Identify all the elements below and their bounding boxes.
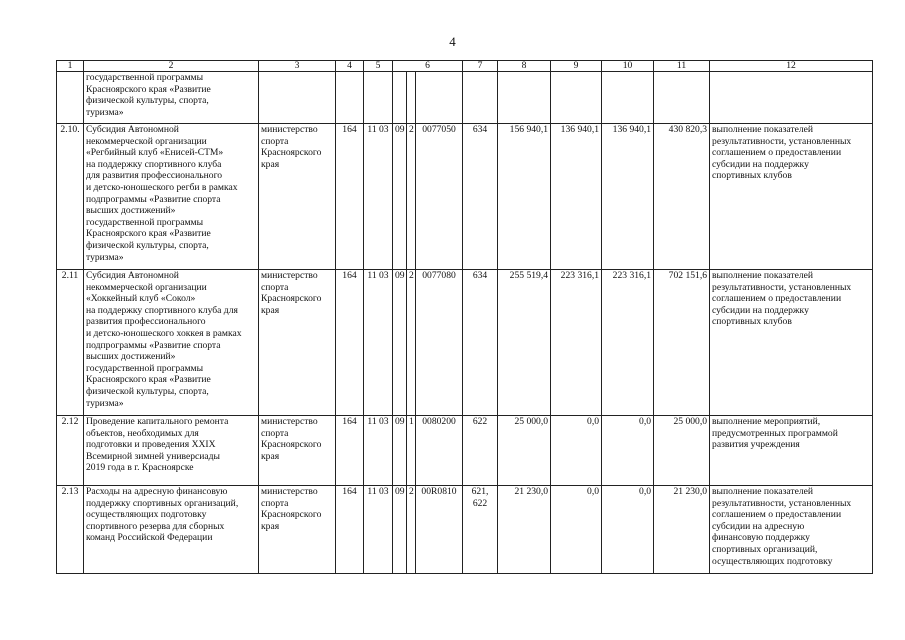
expected-result-cell: выполнение показателей результативности, установленных соглашением о предоставлении субсидии на поддержку спортивных клубов (710, 270, 873, 416)
amount-year3-cell (602, 72, 654, 124)
section-code-cell: 11 03 (364, 124, 393, 270)
item-name-cell: Расходы на адресную финансовую поддержку спортивных организаций, осуществляющих подготовку спортивного резерва для сборных команд Российской Федерации (84, 486, 259, 574)
section-code-cell: 11 03 (364, 270, 393, 416)
header-cell-9: 9 (551, 61, 602, 72)
table-row (57, 124, 873, 270)
amount-total-cell: 430 820,3 (654, 124, 710, 270)
amount-total-cell (654, 72, 710, 124)
item-name-cell: Субсидия Автономной некоммерческой организации «Хоккейный клуб «Сокол» на поддержку спортивного клуба для развития профессионального и детско-юношеского хоккея в рамках подпрограммы «Развитие спорта высших достижений» государственной программы Красноярского края «Развитие физической культуры, спорта, туризма» (84, 270, 259, 416)
expense-type-cell: 634 (463, 270, 498, 416)
amount-year1-cell (498, 72, 551, 124)
subprogram-code-cell: 1 (407, 416, 416, 486)
budget-table (56, 60, 873, 574)
agency-cell (259, 72, 336, 124)
subprogram-code-cell: 2 (407, 486, 416, 574)
program-code-cell (393, 72, 407, 124)
header-cell-5: 5 (364, 61, 393, 72)
expected-result-cell: выполнение показателей результативности, установленных соглашением о предоставлении субсидии на адресную финансовую поддержку спортивных организаций, осуществляющих подготовку (710, 486, 873, 574)
agency-cell: министерство спорта Красноярского края (259, 416, 336, 486)
amount-year2-cell: 136 940,1 (551, 124, 602, 270)
subprogram-code-cell (407, 72, 416, 124)
item-name-cell: Проведение капитального ремонта объектов, необходимых для подготовки и проведения XXIX Всемирной зимней универсиады 2019 года в г. Красноярске (84, 416, 259, 486)
row-number-cell (57, 72, 84, 124)
subprogram-code-cell: 2 (407, 124, 416, 270)
department-code-cell: 164 (336, 486, 364, 574)
agency-cell: министерство спорта Красноярского края (259, 486, 336, 574)
target-code-cell: 00R0810 (416, 486, 463, 574)
department-code-cell: 164 (336, 124, 364, 270)
section-code-cell: 11 03 (364, 486, 393, 574)
header-row (57, 61, 873, 72)
header-cell-8: 8 (498, 61, 551, 72)
target-code-cell: 0077080 (416, 270, 463, 416)
row-number-cell: 2.11 (57, 270, 84, 416)
header-cell-2: 2 (84, 61, 259, 72)
amount-year3-cell: 223 316,1 (602, 270, 654, 416)
amount-year2-cell: 0,0 (551, 416, 602, 486)
amount-year1-cell: 255 519,4 (498, 270, 551, 416)
header-cell-4: 4 (336, 61, 364, 72)
header-cell-12: 12 (710, 61, 873, 72)
table-row (57, 416, 873, 486)
amount-total-cell: 25 000,0 (654, 416, 710, 486)
amount-year2-cell (551, 72, 602, 124)
department-code-cell (336, 72, 364, 124)
amount-year3-cell: 136 940,1 (602, 124, 654, 270)
header-cell-11: 11 (654, 61, 710, 72)
expected-result-cell: выполнение показателей результативности, установленных соглашением о предоставлении субсидии на поддержку спортивных клубов (710, 124, 873, 270)
subprogram-code-cell: 2 (407, 270, 416, 416)
header-cell-3: 3 (259, 61, 336, 72)
amount-year1-cell: 21 230,0 (498, 486, 551, 574)
table-row (57, 270, 873, 416)
target-code-cell (416, 72, 463, 124)
amount-total-cell: 702 151,6 (654, 270, 710, 416)
amount-year2-cell: 223 316,1 (551, 270, 602, 416)
program-code-cell: 09 (393, 270, 407, 416)
expected-result-cell (710, 72, 873, 124)
agency-cell: министерство спорта Красноярского края (259, 270, 336, 416)
table-row (57, 486, 873, 574)
amount-year1-cell: 156 940,1 (498, 124, 551, 270)
expense-type-cell (463, 72, 498, 124)
header-cell-10: 10 (602, 61, 654, 72)
expense-type-cell: 621, 622 (463, 486, 498, 574)
expected-result-cell: выполнение мероприятий, предусмотренных программой развития учреждения (710, 416, 873, 486)
amount-total-cell: 21 230,0 (654, 486, 710, 574)
item-name-cell: государственной программы Красноярского края «Развитие физической культуры, спорта, туризма» (84, 72, 259, 124)
program-code-cell: 09 (393, 416, 407, 486)
section-code-cell: 11 03 (364, 416, 393, 486)
section-code-cell (364, 72, 393, 124)
row-number-cell: 2.13 (57, 486, 84, 574)
expense-type-cell: 622 (463, 416, 498, 486)
department-code-cell: 164 (336, 416, 364, 486)
header-cell-1: 1 (57, 61, 84, 72)
target-code-cell: 0077050 (416, 124, 463, 270)
amount-year3-cell: 0,0 (602, 416, 654, 486)
agency-cell: министерство спорта Красноярского края (259, 124, 336, 270)
item-name-cell: Субсидия Автономной некоммерческой организации «Регбийный клуб «Енисей-СТМ» на поддержку спортивного клуба для развития профессионального и детско-юношеского регби в рамках подпрограммы «Развитие спорта высших достижений» государственной программы Красноярского края «Развитие физической культуры, спорта, туризма» (84, 124, 259, 270)
row-number-cell: 2.12 (57, 416, 84, 486)
table-row (57, 72, 873, 124)
program-code-cell: 09 (393, 124, 407, 270)
table-body (57, 61, 873, 574)
department-code-cell: 164 (336, 270, 364, 416)
expense-type-cell: 634 (463, 124, 498, 270)
row-number-cell: 2.10. (57, 124, 84, 270)
target-code-cell: 0080200 (416, 416, 463, 486)
program-code-cell: 09 (393, 486, 407, 574)
amount-year1-cell: 25 000,0 (498, 416, 551, 486)
page-number: 4 (449, 34, 456, 49)
amount-year3-cell: 0,0 (602, 486, 654, 574)
header-cell-7: 7 (463, 61, 498, 72)
header-cell-6: 6 (393, 61, 463, 72)
amount-year2-cell: 0,0 (551, 486, 602, 574)
